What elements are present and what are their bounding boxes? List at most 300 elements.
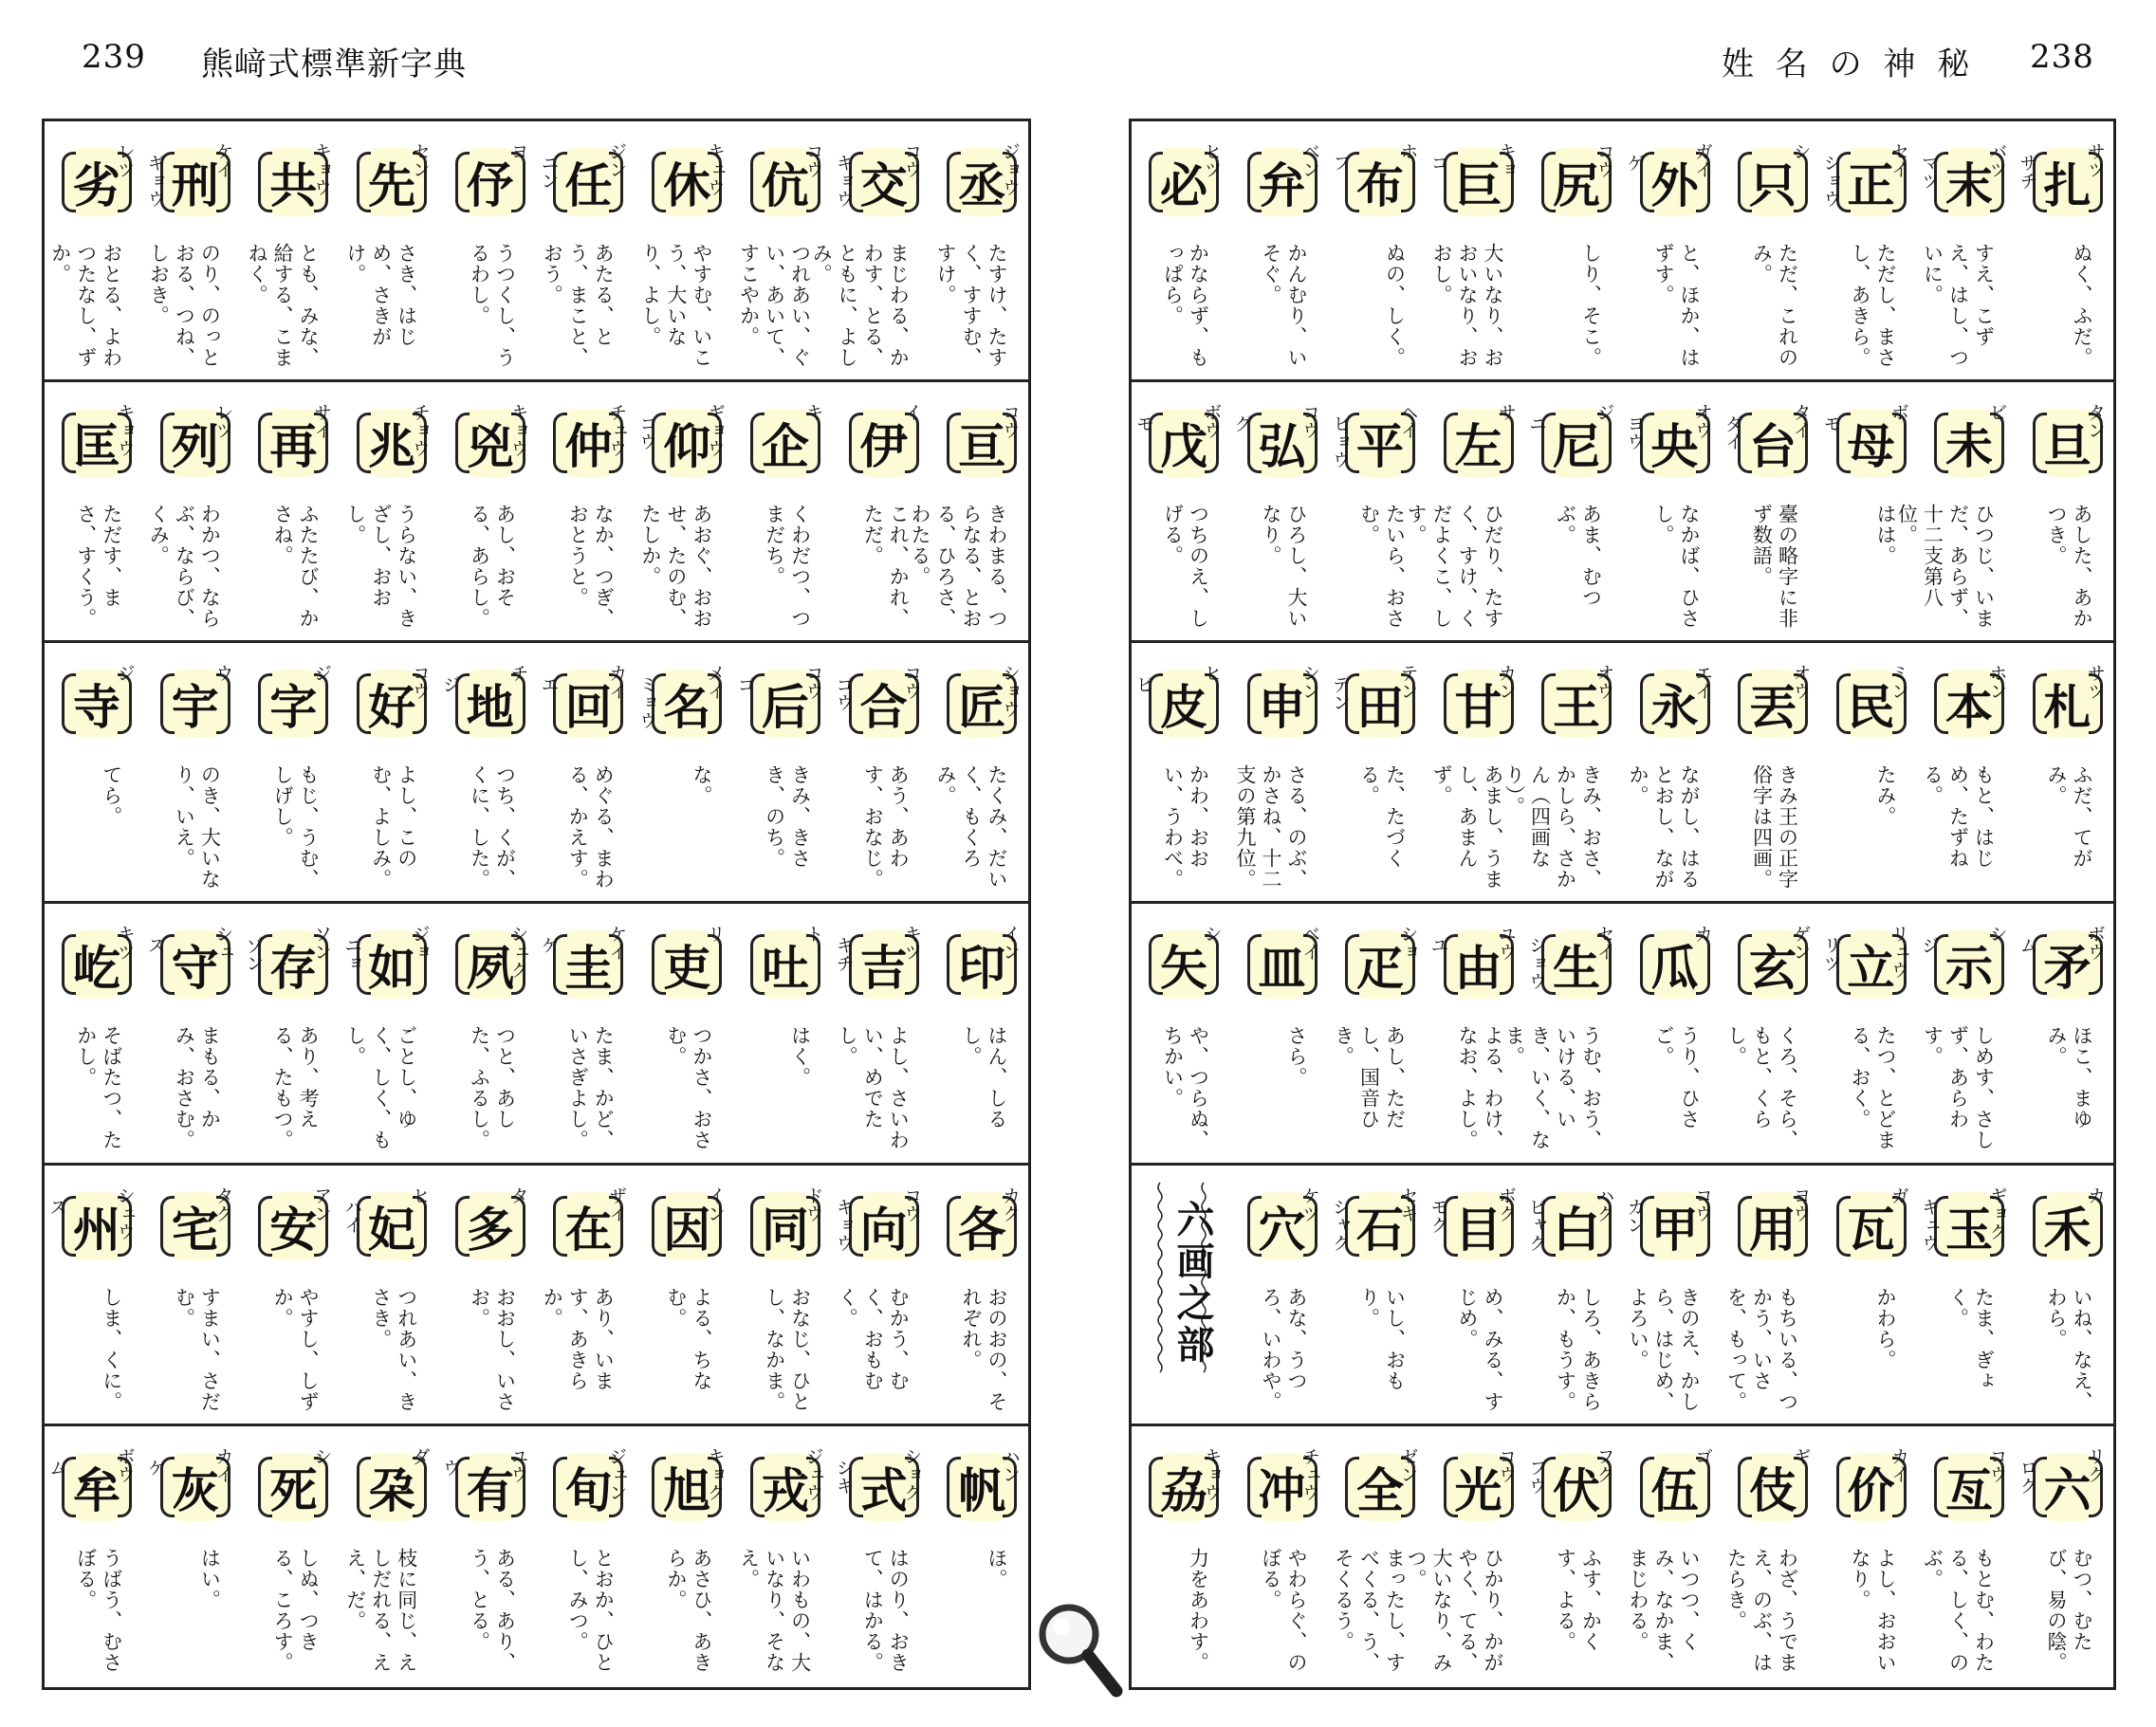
entry-meaning: わかつ、ならぶ、ならび、くみ。 — [147, 504, 222, 630]
magnifier-icon[interactable] — [1029, 1596, 1124, 1700]
on-reading: キュウ — [704, 142, 726, 196]
entry-heading — [1917, 664, 2016, 747]
entry-heading — [143, 1447, 242, 1531]
entry-heading — [340, 403, 438, 487]
entry-meaning: もとむ、わたる、しく、のぶ。 — [1921, 1547, 1996, 1673]
kanji-character: 劣 — [64, 148, 130, 216]
entry-heading — [832, 1447, 931, 1531]
kanji-character: 平 — [1347, 409, 1413, 477]
entry-heading — [1623, 403, 1722, 487]
kanji-entry — [1427, 1166, 1525, 1426]
entry-heading — [1328, 925, 1427, 1008]
kanji-character: 劦 — [1151, 1453, 1217, 1521]
entry-heading — [1819, 1447, 1918, 1531]
entry-heading — [930, 403, 1028, 487]
entry-meaning: おのおの、それぞれ。 — [959, 1286, 1008, 1412]
kanji-entry — [832, 643, 931, 904]
on-reading: ガ — [1889, 1185, 1909, 1204]
alt-reading: ミョウ — [636, 675, 658, 730]
alt-reading: エ — [538, 675, 560, 694]
alt-reading: ニン — [538, 154, 560, 190]
kanji-character: 再 — [260, 409, 326, 477]
kanji-character: 由 — [1446, 930, 1512, 999]
kanji-character: 夙 — [457, 930, 524, 999]
entry-meaning: あし、ただし、国音ひき。 — [1332, 1025, 1407, 1130]
entry-heading — [45, 1186, 143, 1270]
kanji-entry — [438, 1426, 537, 1687]
kanji-character: 如 — [359, 930, 425, 999]
alt-reading: ショウ — [1820, 154, 1842, 208]
entry-meaning: 枝に同じ、えしだれる、ええ、だ。 — [343, 1547, 418, 1673]
wavy-border-decoration — [1156, 1183, 1164, 1372]
entry-meaning: なかば、ひさし。 — [1652, 504, 1701, 630]
on-reading: カン — [1496, 664, 1517, 701]
kanji-entry — [635, 643, 733, 904]
on-reading: ユウ — [507, 1446, 529, 1483]
entry-heading — [635, 142, 733, 226]
kanji-character: 皮 — [1151, 670, 1217, 738]
on-reading: ジョウ — [999, 142, 1021, 196]
on-reading: キョ — [1496, 142, 1517, 178]
on-reading: セキ — [1397, 1185, 1419, 1222]
entry-meaning: たみ。 — [1874, 764, 1897, 828]
kanji-character: 札 — [2035, 670, 2101, 738]
on-reading: キョウ — [1201, 1446, 1223, 1501]
kanji-character: 光 — [1446, 1453, 1512, 1521]
kanji-entry — [733, 643, 832, 904]
on-reading: セイ — [1889, 142, 1909, 178]
entry-meaning: さる、のぶ、かさね、十二支の第九位。 — [1234, 764, 1308, 891]
entry-meaning: つちのえ、しげる。 — [1161, 504, 1210, 630]
kanji-entry — [241, 1166, 340, 1426]
on-reading: ウ — [212, 664, 234, 683]
entry-heading — [536, 1186, 635, 1270]
on-reading: ヒ — [409, 1185, 431, 1204]
alt-reading: デン — [1330, 675, 1351, 712]
kanji-entry — [930, 1426, 1028, 1687]
kanji-character: 瓦 — [1838, 1192, 1905, 1260]
kanji-character: 印 — [949, 930, 1015, 999]
entry-heading — [1230, 1447, 1329, 1531]
entry-heading — [1132, 142, 1230, 226]
on-reading: エイ — [1692, 664, 1713, 701]
entry-heading — [1427, 403, 1525, 487]
kanji-entry — [143, 382, 242, 643]
kanji-character: 旦 — [2035, 409, 2101, 477]
kanji-character: 圭 — [555, 930, 621, 999]
entry-meaning: あした、あかつき。 — [2045, 504, 2093, 630]
entry-heading — [1819, 403, 1918, 487]
kanji-entry — [438, 904, 537, 1165]
entry-meaning: と、ほか、はずす。 — [1652, 243, 1701, 368]
on-reading: キツ — [901, 925, 923, 962]
entry-heading — [1328, 403, 1427, 487]
alt-reading: グ — [1231, 414, 1253, 433]
entry-heading — [536, 142, 635, 226]
kanji-character: 仲 — [555, 409, 621, 477]
entry-heading — [241, 403, 340, 487]
alt-reading: ビャク — [1526, 1197, 1547, 1252]
on-reading: ト — [802, 925, 824, 944]
on-reading: ヨウ — [1790, 1185, 1812, 1222]
kanji-character: 禾 — [2035, 1192, 2101, 1260]
kanji-entry — [340, 643, 438, 904]
kanji-entry — [1427, 121, 1525, 382]
kanji-character: 尼 — [1543, 409, 1610, 477]
on-reading: コウ — [901, 142, 923, 178]
alt-reading: ヒョウ — [1330, 414, 1351, 469]
on-reading: ダ — [409, 1446, 431, 1465]
kanji-entry — [1524, 382, 1623, 643]
on-reading: アン — [311, 1185, 333, 1222]
entry-meaning: たいら、おさむ。 — [1357, 504, 1407, 630]
kanji-character: 未 — [1936, 409, 2002, 477]
entry-heading — [1132, 664, 1230, 747]
kanji-character: 屹 — [64, 930, 130, 999]
entry-heading — [1132, 1447, 1230, 1531]
alt-reading: リツ — [1820, 936, 1842, 973]
kanji-entry — [832, 1426, 931, 1687]
entry-heading — [1623, 925, 1722, 1008]
on-reading: キョウ — [114, 403, 136, 458]
entry-meaning: いね、なえ、わら。 — [2045, 1286, 2093, 1412]
entry-meaning: きみ、おさ、かしら、さかん（四画なり）。 — [1502, 764, 1603, 891]
entry-heading — [1819, 925, 1918, 1008]
kanji-character: 有 — [457, 1453, 524, 1521]
on-reading: サイ — [311, 403, 333, 440]
alt-reading: ケ — [144, 1458, 166, 1477]
entry-meaning: さら。 — [1285, 1025, 1308, 1089]
entry-meaning: ひだり、たすく、すけ、くだよくこ、しす。 — [1405, 504, 1504, 630]
kanji-character: 式 — [851, 1453, 917, 1521]
kanji-character: 字 — [260, 670, 326, 738]
entry-heading — [1917, 1447, 2016, 1531]
on-reading: ユウ — [1496, 925, 1517, 962]
on-reading: シ — [1986, 925, 2008, 944]
on-reading: リュウ — [1889, 925, 1909, 980]
kanji-entry — [1721, 904, 1819, 1165]
alt-reading: ギョウ — [144, 154, 166, 208]
kanji-entry — [536, 904, 635, 1165]
kanji-entry — [45, 643, 143, 904]
entry-heading — [1427, 1186, 1525, 1270]
kanji-character: 台 — [1740, 409, 1806, 477]
entry-meaning: のり、のっとおる、つね、しおき。 — [147, 243, 222, 368]
entry-meaning: はは。 — [1874, 504, 1897, 567]
kanji-entry — [1524, 1426, 1623, 1687]
kanji-entry — [810, 121, 931, 382]
kanji-character: 戎 — [752, 1453, 819, 1521]
kanji-entry — [2016, 643, 2114, 904]
entry-heading — [1623, 1186, 1722, 1270]
entry-meaning: たま、ぎょく。 — [1946, 1286, 1996, 1391]
entry-heading — [1427, 142, 1525, 226]
alt-reading: ロク — [2017, 1458, 2038, 1495]
kanji-character: 全 — [1347, 1453, 1413, 1521]
entry-heading — [2016, 142, 2114, 226]
section-label-text: 六画之部 — [1170, 1199, 1215, 1367]
on-reading: ジョ — [409, 925, 431, 962]
entry-heading — [143, 925, 242, 1008]
entry-meaning: しろ、あきらか、もうす。 — [1554, 1286, 1603, 1412]
kanji-entry — [1721, 121, 1819, 382]
kanji-entry — [438, 643, 537, 904]
kanji-entry — [832, 904, 931, 1165]
on-reading: セン — [409, 142, 431, 178]
entry-meaning: つと、あした、ふるし。 — [468, 1025, 517, 1151]
entry-meaning: ほこ、まゆみ。 — [2045, 1025, 2093, 1130]
kanji-character: 多 — [457, 1192, 524, 1260]
kanji-character: 甘 — [1446, 670, 1512, 738]
kanji-character: 末 — [1936, 148, 2002, 216]
entry-heading — [45, 664, 143, 747]
entry-meaning: そばたつ、たかし。 — [74, 1025, 123, 1151]
kanji-character: 休 — [654, 148, 720, 216]
kanji-entry — [1819, 121, 1918, 382]
on-reading: コウ — [802, 142, 824, 178]
kanji-entry — [1917, 121, 2016, 382]
alt-reading: ム — [46, 1458, 67, 1477]
on-reading: テン — [1397, 664, 1419, 701]
kanji-character: 回 — [555, 670, 621, 738]
alt-reading: ヨウ — [1624, 414, 1646, 451]
alt-reading: マツ — [1919, 154, 1940, 190]
alt-reading: ス — [46, 1197, 67, 1216]
entry-meaning: な。 — [690, 764, 713, 807]
on-reading: ジュウ — [802, 1446, 824, 1501]
entry-heading — [45, 403, 143, 487]
kanji-entry — [635, 1166, 733, 1426]
entry-meaning: きみ、きさき、のち。 — [763, 764, 812, 870]
kanji-character: 名 — [654, 670, 720, 738]
on-reading: ボク — [1496, 1185, 1517, 1222]
kanji-character: 吏 — [654, 930, 720, 999]
kanji-entry — [930, 121, 1028, 382]
kanji-character: 伏 — [1543, 1453, 1610, 1521]
on-reading: コウ — [1986, 1446, 2008, 1483]
alt-reading: キョウ — [833, 154, 855, 208]
entry-meaning: よる、ちなむ。 — [664, 1286, 713, 1391]
kanji-entry — [635, 382, 733, 643]
entry-heading — [1721, 1447, 1819, 1531]
kanji-entry — [2016, 1166, 2114, 1426]
kanji-character: 在 — [555, 1192, 621, 1260]
entry-heading — [340, 664, 438, 747]
entry-meaning: つれあい、きさき。 — [369, 1286, 418, 1412]
on-reading: ケイ — [212, 142, 234, 178]
entry-heading — [2016, 1447, 2114, 1531]
entry-heading — [1524, 664, 1623, 747]
on-reading: ショ — [1397, 925, 1419, 962]
alt-reading: キョウ — [833, 1197, 855, 1252]
entry-meaning: たくみ、だいく、もくろみ。 — [933, 764, 1008, 891]
kanji-entry — [930, 904, 1028, 1165]
entry-heading — [438, 925, 537, 1008]
entry-meaning: うり、ひさご。 — [1652, 1025, 1701, 1130]
entry-meaning: ごとし、ゆく、しく、もし。 — [343, 1025, 418, 1151]
kanji-entry — [1623, 904, 1722, 1165]
entry-meaning: うばう、むさぼる。 — [74, 1547, 123, 1673]
kanji-entry — [438, 382, 537, 643]
entry-meaning: まじわる、かわす、とる、ともに、よしみ。 — [810, 243, 911, 368]
kanji-entry — [1132, 904, 1230, 1165]
kanji-character: 仰 — [654, 409, 720, 477]
kanji-character: 牟 — [64, 1453, 130, 1521]
on-reading: サツ — [2085, 142, 2106, 178]
alt-reading: ゲ — [1624, 154, 1646, 172]
entry-meaning: よし、おおいなり。 — [1849, 1547, 1897, 1673]
kanji-character: 用 — [1740, 1192, 1806, 1260]
alt-reading: フ — [1330, 154, 1351, 172]
entry-heading — [1328, 142, 1427, 226]
entry-meaning: や、つらぬ、ちかい。 — [1161, 1025, 1210, 1151]
on-reading: ボ — [1889, 403, 1909, 422]
kanji-entry — [635, 121, 733, 382]
kanji-entry — [45, 904, 143, 1165]
entry-heading — [1524, 1186, 1623, 1270]
kanji-character: 田 — [1347, 670, 1413, 738]
kanji-character: 布 — [1347, 148, 1413, 216]
kanji-character: 弘 — [1249, 409, 1316, 477]
entry-heading — [1917, 925, 2016, 1008]
on-reading: ドウ — [802, 1185, 824, 1222]
on-reading: サ — [1496, 403, 1517, 422]
entry-meaning: あまし、うまし、あまんず。 — [1430, 764, 1504, 891]
on-reading: ガイ — [1692, 142, 1713, 178]
entry-meaning: ほ。 — [985, 1547, 1008, 1589]
entry-heading — [536, 664, 635, 747]
entry-heading — [241, 1447, 340, 1531]
kanji-character: 帆 — [949, 1453, 1015, 1521]
entry-heading — [45, 142, 143, 226]
alt-reading: ゴウ — [833, 675, 855, 712]
entry-meaning: めぐる、まわる、かえす。 — [566, 764, 616, 891]
section-label — [1156, 1183, 1215, 1406]
entry-meaning: ぬく、ふだ。 — [2071, 243, 2093, 368]
entry-meaning: つかさ、おさむ。 — [664, 1025, 713, 1151]
on-reading: イン — [999, 925, 1021, 962]
kanji-entry — [536, 1426, 635, 1687]
kanji-character: 母 — [1838, 409, 1905, 477]
entry-meaning: かんむり、いそぐ。 — [1260, 243, 1308, 368]
on-reading: コウ — [901, 664, 923, 701]
on-reading: ジ — [114, 664, 136, 683]
kanji-entry — [45, 382, 143, 643]
kanji-entry — [143, 121, 242, 382]
on-reading: フク — [1594, 1446, 1615, 1483]
on-reading: オウ — [1692, 403, 1713, 440]
entry-heading — [1230, 1186, 1329, 1270]
entry-heading — [1132, 403, 1230, 487]
entry-meaning: ながし、はるとおし、ながか。 — [1627, 764, 1701, 891]
entry-meaning: め、みる、すじめ。 — [1456, 1286, 1504, 1412]
kanji-character: 玄 — [1740, 930, 1806, 999]
entry-heading — [1524, 142, 1623, 226]
kanji-character: 匠 — [949, 670, 1015, 738]
entry-heading — [438, 1186, 537, 1270]
entry-meaning: はい。 — [198, 1547, 222, 1610]
entry-meaning: ふす、かくす、よる。 — [1554, 1547, 1603, 1652]
entry-heading — [340, 1186, 438, 1270]
entry-heading — [1328, 1447, 1427, 1531]
kanji-character: 亘 — [949, 409, 1015, 477]
kanji-entry — [1132, 121, 1230, 382]
left-page-kanji-table — [42, 119, 1031, 1690]
entry-meaning: おなじ、ひとし、なかま。 — [763, 1286, 812, 1412]
on-reading: シ — [311, 1446, 333, 1465]
entry-meaning: た、たづくる。 — [1357, 764, 1407, 870]
entry-heading — [930, 925, 1028, 1008]
kanji-character: 向 — [851, 1192, 917, 1260]
entry-heading — [635, 1447, 733, 1531]
on-reading: シ — [1790, 142, 1812, 160]
kanji-character: 甲 — [1642, 1192, 1708, 1260]
alt-reading: ゴ — [734, 675, 756, 694]
left-running-title: 熊﨑式標準新字典 — [201, 46, 467, 83]
entry-meaning: ただし、まさし、あきら。 — [1849, 243, 1897, 368]
kanji-entry — [1328, 643, 1427, 904]
kanji-entry — [340, 1426, 438, 1687]
kanji-character: 目 — [1446, 1192, 1512, 1260]
on-reading: キツ — [114, 925, 136, 962]
entry-meaning: てら。 — [100, 764, 123, 828]
entry-meaning: あま、むつぶ。 — [1554, 504, 1603, 609]
kanji-character: 左 — [1446, 409, 1512, 477]
entry-meaning: わざ、うでまえ、のぶ、はたらき。 — [1724, 1547, 1799, 1673]
kanji-character: 共 — [260, 148, 326, 216]
on-reading: ジ — [1594, 403, 1615, 422]
kanji-entry — [1623, 643, 1722, 904]
on-reading: ベイ — [1299, 925, 1320, 962]
entry-meaning: くろ、そら、もと、くらし。 — [1724, 1025, 1799, 1151]
on-reading: タ — [507, 1185, 529, 1204]
kanji-character: 丟 — [1740, 670, 1806, 738]
entry-heading — [832, 142, 931, 226]
entry-meaning: ふだ、てがみ。 — [2045, 764, 2093, 870]
entry-meaning: すえ、こずえ、はし、ついに。 — [1921, 243, 1996, 368]
entry-heading — [1524, 925, 1623, 1008]
entry-meaning: かならず、もっぱら。 — [1161, 243, 1210, 368]
on-reading: コウ — [802, 664, 824, 701]
entry-meaning: のき、大いなり、いえ。 — [173, 764, 222, 891]
entry-heading — [1917, 403, 2016, 487]
on-reading: ゼン — [1397, 1446, 1419, 1483]
entry-heading — [930, 1447, 1028, 1531]
entry-meaning: とも、みな、給する、こまねく。 — [246, 243, 321, 368]
kanji-entry — [1524, 1166, 1623, 1426]
kanji-entry — [733, 904, 832, 1165]
on-reading: カ — [2085, 1185, 2106, 1204]
kanji-character: 瓜 — [1642, 930, 1708, 999]
kanji-character: 守 — [162, 930, 229, 999]
alt-reading: ハイ — [341, 1197, 363, 1234]
kanji-entry — [733, 1166, 832, 1426]
kanji-character: 白 — [1543, 1192, 1610, 1260]
entry-heading — [930, 664, 1028, 747]
kanji-entry — [908, 382, 1028, 643]
entry-heading — [1819, 142, 1918, 226]
entry-heading — [1721, 403, 1819, 487]
entry-meaning: これ、かれ、ただ。 — [861, 504, 911, 630]
entry-heading — [1721, 664, 1819, 747]
kanji-entry — [930, 643, 1028, 904]
entry-heading — [1230, 925, 1329, 1008]
entry-heading — [1230, 142, 1329, 226]
entry-meaning: ひろし、大いなり。 — [1260, 504, 1308, 630]
on-reading: コウ — [999, 403, 1021, 440]
on-reading: キ — [802, 403, 824, 422]
entry-heading — [241, 925, 340, 1008]
